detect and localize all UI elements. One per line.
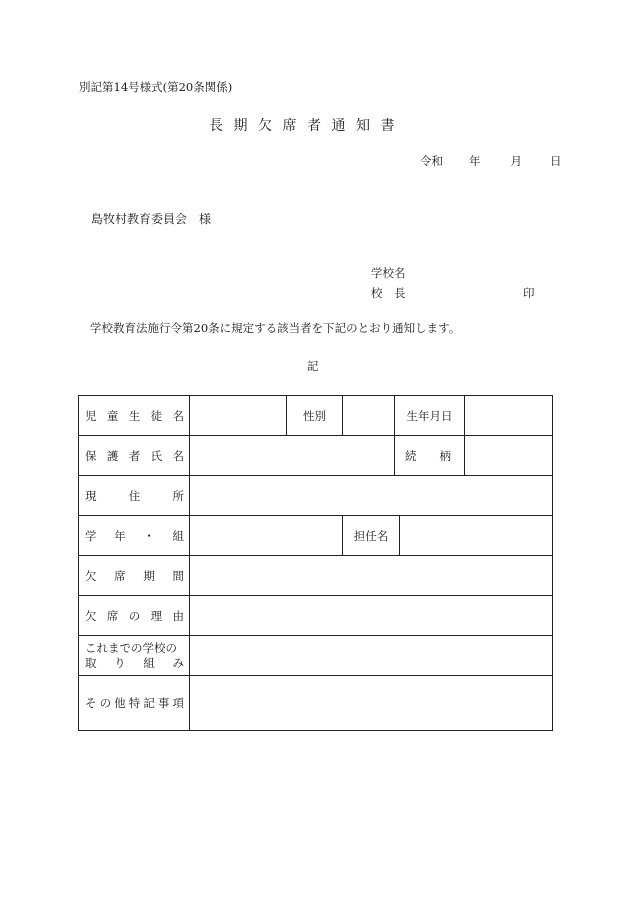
grade-class-label: [79, 516, 190, 556]
grade-class-cell[interactable]: [190, 516, 343, 556]
label-char: り: [114, 655, 126, 670]
address-cell[interactable]: [190, 476, 553, 516]
label-char: 者: [128, 448, 141, 463]
school-efforts-line1: これまでの学校の: [85, 641, 177, 656]
label-char: の: [99, 696, 112, 710]
student-name-cell[interactable]: [190, 396, 287, 436]
absence-period-cell[interactable]: [190, 556, 553, 596]
table-row: [79, 516, 553, 556]
student-name-label: [79, 396, 190, 436]
addressee: 島牧村教育委員会 様: [91, 212, 212, 226]
label-char: 項: [172, 696, 184, 710]
date-year-unit: 年: [469, 154, 481, 168]
label-char: 事: [157, 696, 170, 710]
grade-class-label-text: [85, 528, 184, 544]
table-row: [79, 596, 553, 636]
school-efforts-cell[interactable]: [190, 636, 553, 676]
form-number: 別記第14号様式(第20条関係): [79, 80, 233, 94]
label-char: 現: [85, 488, 97, 503]
label-char: 由: [172, 608, 184, 623]
label-char: そ: [85, 696, 97, 710]
absence-reason-label: [79, 596, 190, 636]
label-char: 欠: [85, 568, 97, 583]
label-char: 所: [172, 488, 184, 503]
school-efforts-label: [79, 636, 190, 676]
label-char: 特: [128, 696, 141, 710]
document-title: 長期欠席者通知書: [209, 118, 405, 134]
gender-cell[interactable]: [343, 396, 395, 436]
label-char: 柄: [439, 448, 451, 463]
table-row: [79, 556, 553, 596]
ki-heading: 記: [307, 359, 319, 373]
gender-label: 性別: [287, 396, 343, 436]
school-efforts-line2: [85, 656, 184, 670]
label-char: 名: [172, 408, 184, 423]
relationship-cell[interactable]: [465, 436, 553, 476]
label-char: 氏: [150, 448, 163, 463]
label-char: み: [172, 655, 184, 670]
label-char: 席: [114, 568, 126, 583]
label-char: 理: [150, 608, 163, 623]
table-row: [79, 396, 553, 436]
absence-reason-label-text: [85, 608, 184, 624]
label-char: 取: [85, 655, 97, 670]
label-char: 名: [172, 448, 184, 463]
label-char: 住: [128, 488, 141, 503]
birth-date-label: 生年月日: [395, 396, 465, 436]
table-row: [79, 436, 553, 476]
homeroom-teacher-cell[interactable]: [400, 516, 553, 556]
label-char: 組: [172, 528, 184, 543]
remarks-cell[interactable]: [190, 676, 553, 731]
guardian-name-label-text: [85, 448, 184, 464]
date-era: 令和: [420, 154, 443, 168]
label-char: 他: [114, 696, 126, 710]
label-char: の: [128, 608, 141, 623]
absence-reason-cell[interactable]: [190, 596, 553, 636]
table-row: [79, 636, 553, 676]
homeroom-teacher-label: 担任名: [343, 516, 400, 556]
table-row: [79, 676, 553, 731]
label-char: 保: [85, 448, 97, 463]
relationship-label: [395, 436, 465, 476]
label-char: 学: [85, 528, 97, 543]
label-char: 間: [172, 568, 184, 583]
guardian-name-label: [79, 436, 190, 476]
seal-mark: 印: [523, 286, 535, 300]
date-day-unit: 日: [550, 154, 562, 168]
address-label-text: [85, 488, 184, 504]
relationship-label-text: [405, 448, 451, 464]
absence-period-label-text: [85, 568, 184, 584]
table-row: [79, 476, 553, 516]
label-char: 欠: [85, 608, 97, 623]
birth-date-cell[interactable]: [465, 396, 553, 436]
absence-period-label: [79, 556, 190, 596]
label-char: 年: [114, 528, 126, 543]
remarks-label-text: [85, 695, 184, 711]
label-char: 席: [106, 608, 119, 623]
label-char: 童: [106, 408, 119, 423]
label-char: 徒: [150, 408, 163, 423]
label-char: 組: [143, 655, 155, 670]
label-char: 児: [85, 408, 97, 423]
label-char: 続: [405, 448, 417, 463]
notice-text: 学校教育法施行令第20条に規定する該当者を下記のとおり通知します。: [90, 321, 461, 335]
guardian-name-cell[interactable]: [190, 436, 395, 476]
date-line: [420, 156, 562, 168]
student-name-label-text: [85, 408, 184, 424]
date-month-unit: 月: [510, 154, 522, 168]
label-char: 記: [143, 696, 155, 710]
remarks-label: [79, 676, 190, 731]
label-char: ・: [143, 528, 155, 543]
label-char: 生: [128, 408, 141, 423]
label-char: 護: [106, 448, 119, 463]
absence-form-table: [78, 395, 553, 731]
label-char: 期: [143, 568, 155, 583]
school-name-label: 学校名: [371, 266, 406, 280]
address-label: [79, 476, 190, 516]
principal-label: 校 長: [371, 286, 406, 300]
